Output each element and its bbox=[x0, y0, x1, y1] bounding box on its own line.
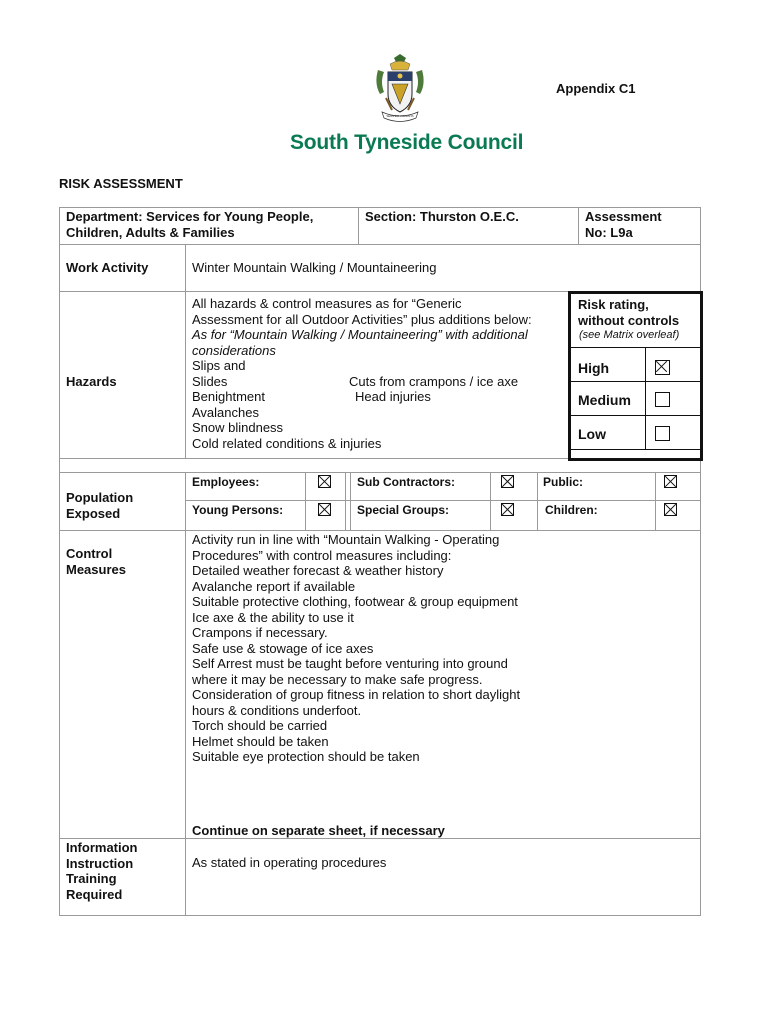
risk-medium-checkbox[interactable] bbox=[655, 392, 670, 407]
department-cell bbox=[66, 209, 313, 240]
hazard-item: Head injuries bbox=[355, 389, 431, 404]
control-line: Crampons if necessary. bbox=[192, 625, 328, 640]
special-groups-checkbox[interactable] bbox=[501, 503, 514, 516]
population-label-line1: Population bbox=[66, 490, 134, 505]
continue-note: Continue on separate sheet, if necessary bbox=[192, 823, 445, 838]
council-name: South Tyneside Council bbox=[290, 131, 524, 154]
control-line: Torch should be carried bbox=[192, 718, 328, 733]
group-children: Children: bbox=[545, 503, 598, 517]
risk-level-medium: Medium bbox=[578, 392, 631, 408]
control-line: Self Arrest must be taught before venturing into ground bbox=[192, 656, 508, 671]
assessment-number-cell bbox=[585, 209, 662, 240]
control-line: Activity run in line with “Mountain Walking - Operating bbox=[192, 532, 500, 547]
risk-level-low: Low bbox=[578, 426, 606, 442]
control-line: Procedures” with control measures including: bbox=[192, 547, 452, 563]
hazards-intro-line2: Assessment for all Outdoor Activities” plus additions below: bbox=[192, 311, 532, 327]
hazard-item: Slides bbox=[192, 373, 228, 389]
information-label bbox=[66, 840, 138, 902]
control-line: Suitable eye protection should be taken bbox=[192, 749, 420, 764]
assessment-line1: Assessment bbox=[585, 209, 662, 224]
control-line: where it may be necessary to make safe progress. bbox=[192, 671, 483, 687]
children-checkbox[interactable] bbox=[664, 503, 677, 516]
population-label-line2: Exposed bbox=[66, 505, 121, 521]
appendix-label: Appendix C1 bbox=[556, 81, 636, 96]
risk-rating-title-line1: Risk rating, bbox=[578, 297, 649, 312]
control-line: Safe use & stowage of ice axes bbox=[192, 640, 374, 656]
group-sub-contractors: Sub Contractors: bbox=[357, 475, 456, 489]
work-activity-label: Work Activity bbox=[66, 260, 149, 275]
hazards-label: Hazards bbox=[66, 374, 117, 389]
risk-high-checkbox[interactable] bbox=[655, 360, 670, 375]
hazards-italic-line1: As for “Mountain Walking / Mountaineering” with additional bbox=[192, 327, 528, 342]
hazard-list-left bbox=[192, 358, 381, 451]
sub-contractors-checkbox[interactable] bbox=[501, 475, 514, 488]
section-cell: Section: Thurston O.E.C. bbox=[365, 209, 519, 224]
group-employees: Employees: bbox=[192, 475, 260, 489]
risk-level-high: High bbox=[578, 360, 610, 376]
information-label-line: Instruction bbox=[66, 855, 134, 871]
group-public: Public: bbox=[543, 475, 584, 489]
employees-checkbox[interactable] bbox=[318, 475, 331, 488]
risk-rating-note: (see Matrix overleaf) bbox=[579, 329, 680, 341]
work-activity-value: Winter Mountain Walking / Mountaineering bbox=[192, 260, 437, 275]
control-label-line1: Control bbox=[66, 546, 113, 561]
group-special-groups: Special Groups: bbox=[357, 503, 450, 517]
control-line: Helmet should be taken bbox=[192, 733, 329, 749]
control-line: Consideration of group fitness in relation to short daylight bbox=[192, 687, 521, 702]
control-line: Detailed weather forecast & weather history bbox=[192, 563, 444, 578]
population-label bbox=[66, 490, 133, 521]
public-checkbox[interactable] bbox=[664, 475, 677, 488]
control-label-line2: Measures bbox=[66, 561, 126, 577]
control-line: hours & conditions underfoot. bbox=[192, 702, 362, 718]
group-young-persons: Young Persons: bbox=[192, 503, 284, 517]
hazards-intro-line1: All hazards & control measures as for “Generic bbox=[192, 296, 462, 311]
hazards-italic-line2: considerations bbox=[192, 342, 276, 358]
department-line1: Department: Services for Young People, bbox=[66, 209, 314, 224]
information-label-line: Information bbox=[66, 840, 138, 855]
hazard-item: Slips and bbox=[192, 358, 246, 373]
control-line: Suitable protective clothing, footwear & group equipment bbox=[192, 594, 518, 609]
risk-rating-title-line2: without controls bbox=[578, 312, 680, 328]
hazard-item: Avalanches bbox=[192, 404, 259, 420]
hazard-item: Snow blindness bbox=[192, 420, 284, 435]
risk-rating-box bbox=[568, 291, 703, 461]
information-value: As stated in operating procedures bbox=[192, 855, 387, 870]
control-measures-list bbox=[192, 532, 520, 765]
department-line2: Children, Adults & Families bbox=[66, 224, 235, 240]
risk-rating-title bbox=[578, 297, 679, 328]
young-persons-checkbox[interactable] bbox=[318, 503, 331, 516]
council-crest bbox=[372, 54, 428, 130]
page-title: RISK ASSESSMENT bbox=[59, 176, 183, 191]
crest-motto: SEMPER VIGILANS bbox=[386, 114, 414, 118]
control-line: Ice axe & the ability to use it bbox=[192, 609, 354, 625]
risk-low-checkbox[interactable] bbox=[655, 426, 670, 441]
control-line: Avalanche report if available bbox=[192, 578, 356, 594]
hazard-item: Benightment bbox=[192, 389, 265, 404]
information-label-line: Required bbox=[66, 886, 123, 902]
control-measures-label bbox=[66, 546, 126, 577]
hazards-intro bbox=[192, 296, 570, 358]
hazard-item: Cuts from crampons / ice axe bbox=[349, 374, 519, 389]
information-label-line: Training bbox=[66, 871, 117, 886]
assessment-line2: No: L9a bbox=[585, 224, 633, 240]
hazard-item: Cold related conditions & injuries bbox=[192, 435, 382, 451]
